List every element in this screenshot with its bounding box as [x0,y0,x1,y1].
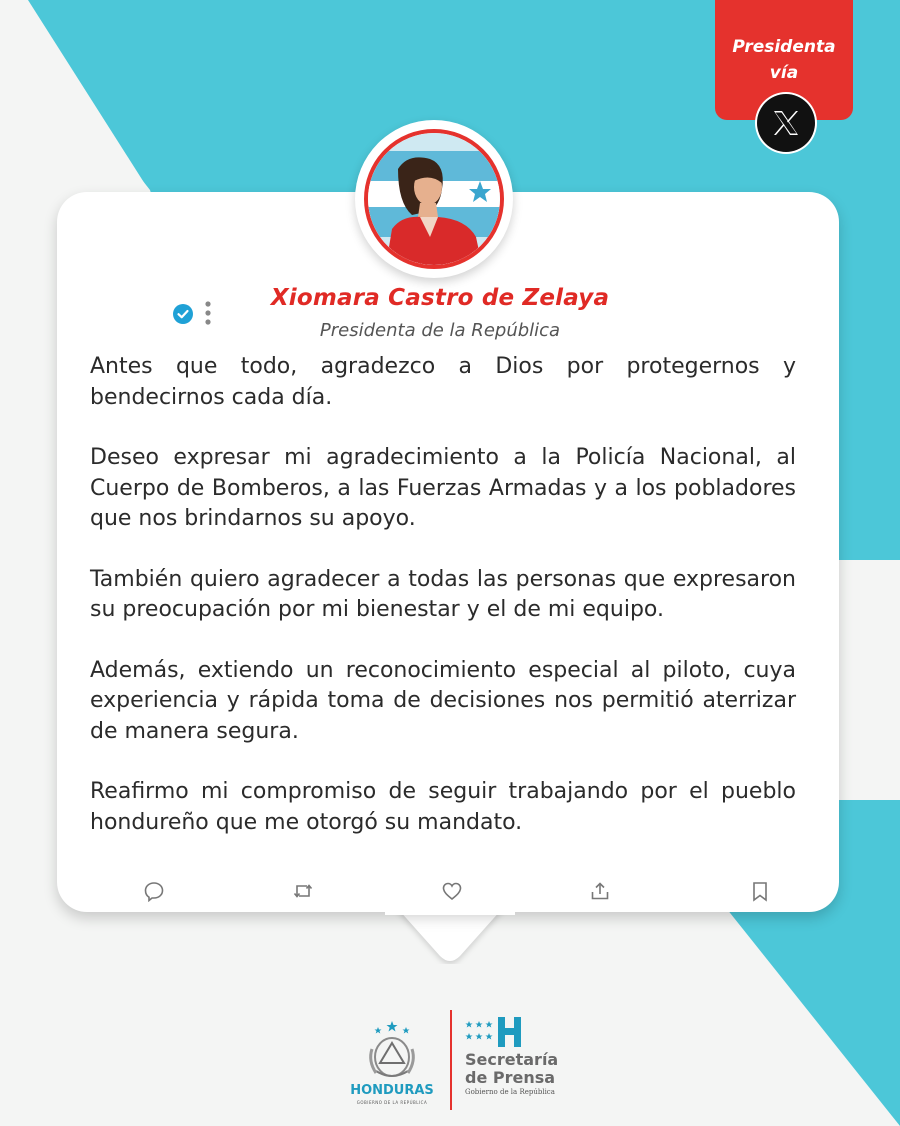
secretaria-line-1: Secretaría [465,1050,559,1069]
reply-icon[interactable] [143,880,165,902]
badge-line-2: vía [769,63,799,83]
author-avatar[interactable] [355,120,513,278]
badge-line-1: Presidenta [732,37,836,57]
post-paragraph: Antes que todo, agradezco a Dios por protegernos y bendecirnos cada día. [90,354,796,410]
post-paragraph: También quiero agradecer a todas las personas que expresaron su preocupación por mi bienestar y el de mi equipo. [90,566,796,622]
secretaria-prensa-wordmark [465,1051,558,1087]
post-paragraph: Deseo expresar mi agradecimiento a la Policía Nacional, al Cuerpo de Bomberos, a las Fuerzas Armadas y a los pobladores que nos brindarnos su apoyo. [90,445,796,531]
honduras-subtitle: GOBIERNO DE LA REPÚBLICA [356,1100,428,1105]
secretaria-line-2: de Prensa [465,1068,556,1087]
secretaria-prensa-logo-icon [464,1013,544,1049]
honduras-wordmark: HONDURAS [350,1083,434,1098]
like-icon[interactable] [441,880,463,902]
secretaria-subtitle: Gobierno de la República [465,1088,555,1096]
avatar-portrait-icon [368,133,500,265]
share-icon[interactable] [589,880,611,902]
author-name[interactable]: Xiomara Castro de Zelaya [270,285,610,311]
author-role: Presidenta de la República [319,320,561,341]
bookmark-icon[interactable] [749,880,771,902]
post-body [90,352,796,868]
footer-divider [450,1010,452,1110]
footer-logos [0,1005,900,1115]
post-paragraph: Reafirmo mi compromiso de seguir trabajando por el pueblo hondureño que me otorgó su mandato. [90,779,796,835]
post-actions [0,880,900,908]
retweet-icon[interactable] [292,880,314,902]
post-paragraph: Además, extiendo un reconocimiento especial al piloto, cuya experiencia y rápida toma de decisiones nos permitió aterrizar de manera segura. [90,657,796,744]
x-logo-icon [755,92,817,154]
